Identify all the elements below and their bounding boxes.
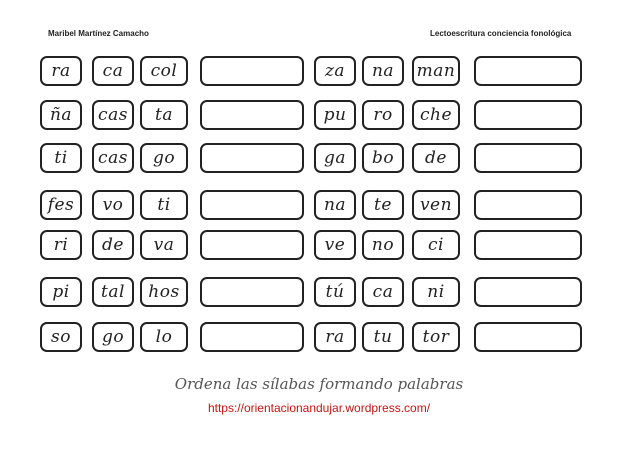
- syllable-card[interactable]: go: [140, 143, 188, 173]
- syllable-card[interactable]: vo: [92, 190, 134, 220]
- syllable-card[interactable]: lo: [140, 322, 188, 352]
- syllable-card[interactable]: ga: [314, 143, 356, 173]
- answer-box[interactable]: [474, 100, 582, 130]
- syllable-card[interactable]: hos: [140, 277, 188, 307]
- syllable-card[interactable]: ta: [140, 100, 188, 130]
- syllable-card[interactable]: ni: [412, 277, 460, 307]
- syllable-card[interactable]: ci: [412, 230, 460, 260]
- syllable-card[interactable]: che: [412, 100, 460, 130]
- syllable-card[interactable]: tal: [92, 277, 134, 307]
- author-name: Maribel Martínez Camacho: [48, 29, 149, 38]
- answer-box[interactable]: [200, 56, 304, 86]
- syllable-card[interactable]: ven: [412, 190, 460, 220]
- syllable-card[interactable]: ca: [92, 56, 134, 86]
- answer-box[interactable]: [200, 230, 304, 260]
- syllable-card[interactable]: ca: [362, 277, 404, 307]
- answer-box[interactable]: [474, 230, 582, 260]
- answer-box[interactable]: [200, 190, 304, 220]
- instruction-text: Ordena las sílabas formando palabras: [174, 375, 464, 393]
- answer-box[interactable]: [200, 100, 304, 130]
- syllable-card[interactable]: va: [140, 230, 188, 260]
- syllable-card[interactable]: pu: [314, 100, 356, 130]
- syllable-card[interactable]: na: [362, 56, 404, 86]
- syllable-card[interactable]: cas: [92, 100, 134, 130]
- syllable-card[interactable]: tu: [362, 322, 404, 352]
- answer-box[interactable]: [474, 322, 582, 352]
- syllable-card[interactable]: cas: [92, 143, 134, 173]
- syllable-card[interactable]: de: [412, 143, 460, 173]
- syllable-card[interactable]: tú: [314, 277, 356, 307]
- syllable-card[interactable]: ña: [40, 100, 82, 130]
- syllable-card[interactable]: na: [314, 190, 356, 220]
- syllable-card[interactable]: fes: [40, 190, 82, 220]
- answer-box[interactable]: [200, 277, 304, 307]
- syllable-card[interactable]: no: [362, 230, 404, 260]
- answer-box[interactable]: [474, 56, 582, 86]
- syllable-card[interactable]: go: [92, 322, 134, 352]
- worksheet-subject: Lectoescritura conciencia fonológica: [430, 29, 572, 38]
- syllable-card[interactable]: ra: [314, 322, 356, 352]
- syllable-card[interactable]: ra: [40, 56, 82, 86]
- syllable-card[interactable]: col: [140, 56, 188, 86]
- syllable-card[interactable]: tor: [412, 322, 460, 352]
- syllable-card[interactable]: bo: [362, 143, 404, 173]
- syllable-card[interactable]: ro: [362, 100, 404, 130]
- syllable-card[interactable]: ve: [314, 230, 356, 260]
- syllable-card[interactable]: za: [314, 56, 356, 86]
- syllable-card[interactable]: man: [412, 56, 460, 86]
- syllable-card[interactable]: ti: [40, 143, 82, 173]
- answer-box[interactable]: [474, 277, 582, 307]
- syllable-card[interactable]: de: [92, 230, 134, 260]
- answer-box[interactable]: [474, 143, 582, 173]
- answer-box[interactable]: [200, 143, 304, 173]
- syllable-card[interactable]: so: [40, 322, 82, 352]
- source-url[interactable]: https://orientacionandujar.wordpress.com/: [207, 401, 431, 415]
- answer-box[interactable]: [200, 322, 304, 352]
- syllable-card[interactable]: pi: [40, 277, 82, 307]
- syllable-card[interactable]: ri: [40, 230, 82, 260]
- syllable-card[interactable]: te: [362, 190, 404, 220]
- answer-box[interactable]: [474, 190, 582, 220]
- syllable-card[interactable]: ti: [140, 190, 188, 220]
